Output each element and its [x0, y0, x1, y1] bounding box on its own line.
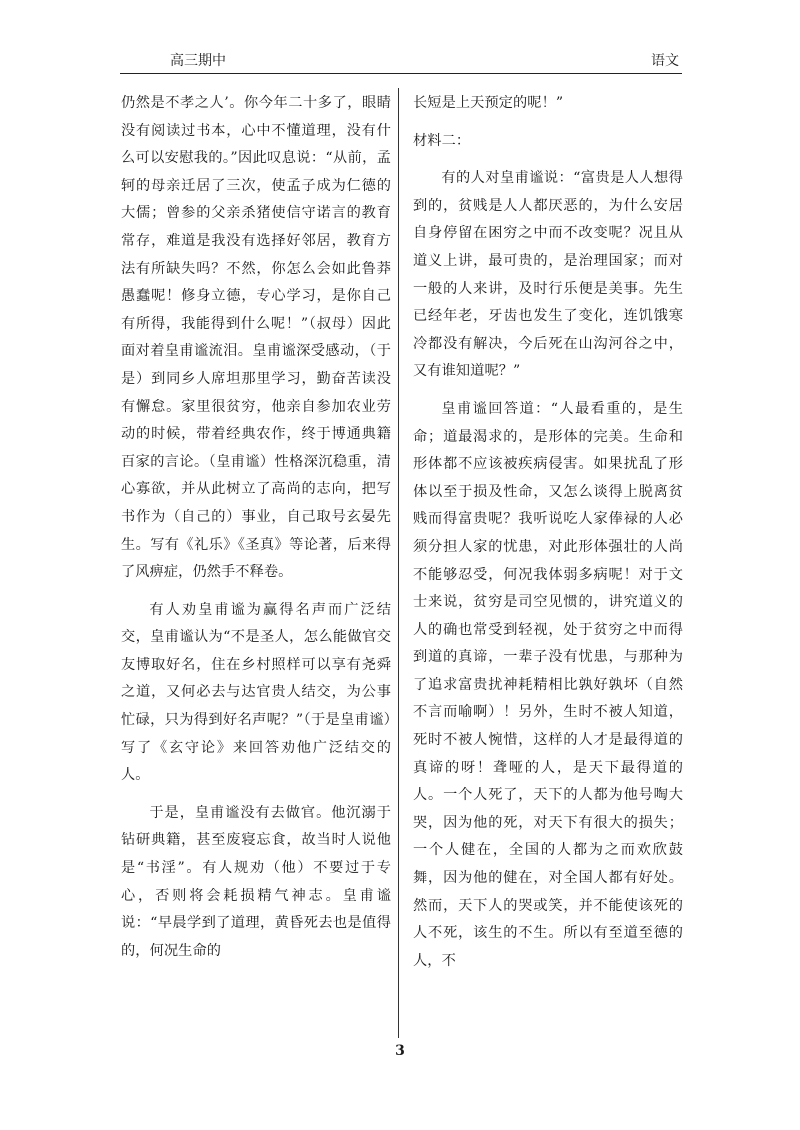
right-paragraph-4: 皇甫谧回答道：“人最看重的，是生命；道最渴求的，是形体的完美。生命和形体都不应该被疾病侵害。如果扰乱了形体以至于损及性命，又怎么谈得上脱离贫贱而得富贵呢？我听说吃人家俸禄的人必须分担人家的忧患，对此形体强壮的人尚不能够忍受，何况我体弱多病呢！对于文士来说，贫穷是司空见惯的，讲究道义的人的确也常受到轻视，处于贫穷之中而得到道的真谛，一辈子没有忧患，与那种为了追求富贵扰神耗精相比孰好孰坏（自然不言而喻啊）！另外，生时不被人知道，死时不被人惋惜，这样的人才是最得道的真谛的呀！聋哑的人，是天下最得道的人。一个人死了，天下的人都为他号啕大哭，因为他的死，对天下有很大的损失；一个人健在，全国的人都为之而欢欣鼓舞，因为他的健在，对全国人都有好处。然而，天下人的哭或笑，并不能使该死的人不死，该生的不生。所以有至道至德的人，不: [413, 400, 683, 969]
header-rule: [120, 73, 682, 74]
column-divider: [398, 88, 399, 1038]
header-subject-left: 高三期中: [170, 53, 226, 69]
left-paragraph-2: 有人劝皇甫谧为赢得名声而广泛结交，皇甫谧认为“不是圣人，怎么能做官交友博取好名，住在乡村照样可以享有尧舜之道，又何必去与达官贵人结交，为公事忙碌，只为得到好名声呢？”（于是皇甫谧）写了《玄守论》来回答劝他广泛结交的人。: [121, 601, 391, 784]
right-paragraph-1: 长短是上天预定的呢！”: [413, 95, 564, 111]
material-two-heading: 材料二：: [413, 132, 471, 149]
left-column: [121, 90, 391, 975]
left-paragraph-1: 仍然是不孝之人’。你今年二十多了，眼睛没有阅读过书本，心中不懂道理，没有什么可以安慰我的。”因此叹息说：“从前，孟轲的母亲迁居了三次，使孟子成为仁德的大儒；曾参的父亲杀猪使信守诺言的教育常存，难道是我没有选择好邻居，教育方法有所缺失吗？不然，你怎么会如此鲁莽愚蠢呢！修身立德，专心学习，是你自己有所得，我能得到什么呢！”（叔母）因此面对着皇甫谧流泪。皇甫谧深受感动，（于是）到同乡人席坦那里学习，勤奋苦读没有懈怠。家里很贫穷，他亲自参加农业劳动的时候，带着经典农作，终于博通典籍百家的言论。（皇甫谧）性格深沉稳重，清心寡欲，并从此树立了高尚的志向，把写书作为（自己的）事业，自己取号玄晏先生。写有《礼乐》《圣真》等论著，后来得了风痹症，仍然手不释卷。: [121, 95, 391, 581]
right-column: [413, 90, 683, 985]
left-paragraph-3: 于是，皇甫谧没有去做官。他沉溺于钻研典籍，甚至废寝忘食，故当时人说他是“书淫”。有人规劝（他）不要过于专心，否则将会耗损精气神志。皇甫谧说：“早晨学到了道理，黄昏死去也是值得的，何况生命的: [121, 804, 391, 959]
page-number: 3: [395, 1043, 405, 1059]
right-paragraph-3: 有的人对皇甫谧说：“富贵是人人想得到的，贫贱是人人都厌恶的，为什么安居自身停留在困穷之中而不改变呢？况且从道义上讲，最可贵的，是治理国家；而对一般的人来讲，及时行乐便是美事。先生已经年老，牙齿也发生了变化，连饥饿寒冷都没有解决，今后死在山沟河谷之中，又有谁知道呢？”: [413, 170, 683, 380]
header-subject-right: 语文: [651, 53, 679, 69]
